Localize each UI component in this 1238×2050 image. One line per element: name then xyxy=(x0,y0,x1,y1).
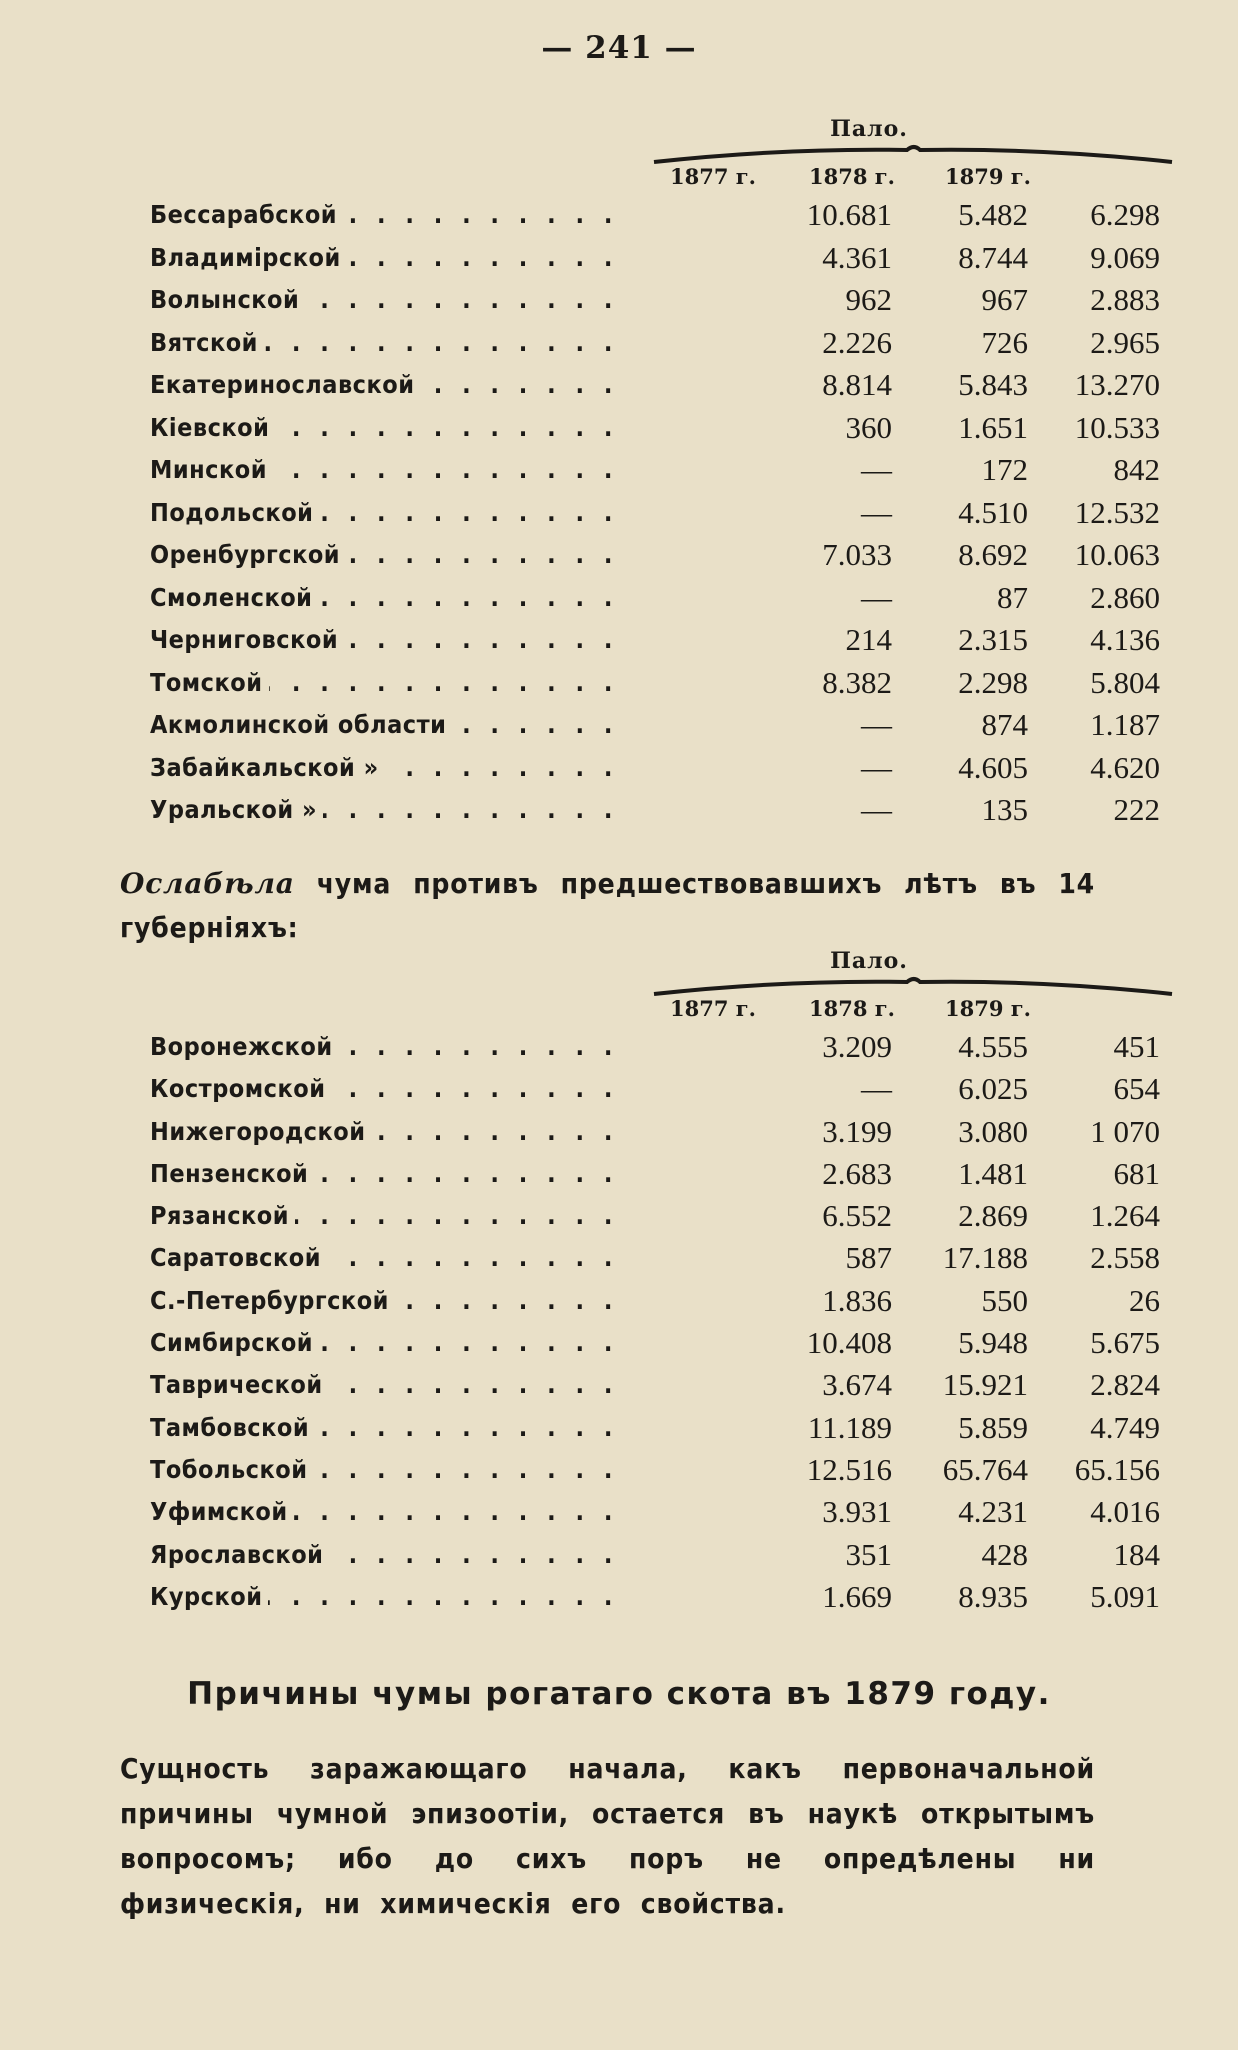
value-1877: 8.382 xyxy=(822,664,892,700)
value-1877: 2.683 xyxy=(822,1155,892,1191)
section-heading: Причины чумы рогатаго скота въ 1879 году. xyxy=(187,1676,1051,1712)
province-name: Воронежской . . . xyxy=(150,1026,620,1068)
table-row xyxy=(150,364,1160,407)
table-row xyxy=(150,1068,1160,1110)
value-1877: — xyxy=(861,494,892,530)
value-1877: 3.931 xyxy=(822,1494,892,1530)
plague-table-weakened xyxy=(150,948,1160,1618)
province-name: Оренбургской . . . xyxy=(150,534,620,577)
value-1878: 5.859 xyxy=(958,1409,1028,1445)
province-name: Костромской . . . xyxy=(150,1068,620,1110)
table-row xyxy=(150,1407,1160,1449)
value-1878: 3.080 xyxy=(958,1113,1028,1149)
province-name: Тобольской . . . xyxy=(150,1449,620,1491)
value-1879: 451 xyxy=(1113,1029,1160,1064)
value-1878: 17.188 xyxy=(942,1240,1028,1276)
table-row xyxy=(150,619,1160,662)
value-1878: 4.510 xyxy=(958,494,1028,530)
table-row xyxy=(150,1026,1160,1068)
emphasis-word: Ослабѣла xyxy=(120,867,295,900)
value-1878: 6.025 xyxy=(958,1071,1028,1107)
table-row xyxy=(150,1153,1160,1195)
year-header-1879: 1879 г. xyxy=(945,996,1031,1021)
province-name: Томской . . . xyxy=(150,662,620,705)
province-name: Кіевской . . . xyxy=(150,407,620,450)
year-headers xyxy=(150,996,1030,1022)
value-1879: 4.136 xyxy=(1090,622,1160,657)
column-group-label: Пало. xyxy=(830,116,908,142)
value-1877: 6.552 xyxy=(822,1198,892,1234)
table-row xyxy=(150,1111,1160,1153)
year-header-1878: 1878 г. xyxy=(809,996,895,1021)
value-1877: 4.361 xyxy=(822,239,892,275)
table-row xyxy=(150,1576,1160,1618)
table-row xyxy=(150,1237,1160,1279)
value-1877: 1.669 xyxy=(822,1578,892,1614)
value-1878: 874 xyxy=(981,707,1028,742)
brace-icon xyxy=(652,974,1174,998)
paragraph-text: чума противъ предшествовавшихъ лѣтъ въ 14 губерніяхъ: xyxy=(120,867,1095,944)
province-name: Забайкальской » . . . xyxy=(150,747,620,790)
value-1878: 2.315 xyxy=(958,622,1028,657)
province-name: Черниговской . . . xyxy=(150,619,620,662)
value-1877: 11.189 xyxy=(807,1409,892,1445)
value-1877: — xyxy=(861,452,892,487)
value-1878: 4.555 xyxy=(958,1029,1028,1064)
province-name: Ярославской . . . xyxy=(150,1534,620,1576)
value-1877: — xyxy=(861,792,892,827)
value-1878: 8.935 xyxy=(958,1578,1028,1614)
value-1877: 360 xyxy=(845,409,892,445)
table-row xyxy=(150,534,1160,577)
table-row xyxy=(150,237,1160,280)
value-1879: 10.533 xyxy=(1074,409,1160,445)
table-row xyxy=(150,662,1160,705)
value-1877: 8.814 xyxy=(822,367,892,402)
table-row xyxy=(150,322,1160,365)
value-1879: 10.063 xyxy=(1074,537,1160,572)
table-row xyxy=(150,1491,1160,1533)
value-1878: 1.481 xyxy=(958,1155,1028,1191)
value-1879: 5.091 xyxy=(1090,1578,1160,1614)
province-name: Вятской . . . xyxy=(150,322,620,365)
value-1878: 8.692 xyxy=(958,537,1028,572)
table-header xyxy=(150,948,1030,1026)
value-1878: 5.843 xyxy=(958,367,1028,402)
value-1877: 1.836 xyxy=(822,1282,892,1318)
year-headers xyxy=(150,164,1030,190)
value-1878: 5.948 xyxy=(958,1325,1028,1361)
value-1879: 1.264 xyxy=(1090,1198,1160,1234)
value-1877: 962 xyxy=(845,282,892,317)
table-header xyxy=(150,116,1030,194)
province-name: Тамбовской . . . xyxy=(150,1407,620,1449)
province-name: Симбирской . . . xyxy=(150,1322,620,1364)
value-1877: 10.408 xyxy=(806,1325,892,1361)
value-1877: 3.199 xyxy=(822,1113,892,1149)
province-name: Таврической . . . xyxy=(150,1364,620,1406)
table-row xyxy=(150,492,1160,535)
province-name: Пензенской . . . xyxy=(150,1153,620,1195)
table-row xyxy=(150,194,1160,237)
year-header-1877: 1877 г. xyxy=(670,164,756,189)
province-name: Бессарабской . . . xyxy=(150,194,620,237)
value-1879: 1.187 xyxy=(1090,707,1160,742)
value-1877: 3.674 xyxy=(822,1367,892,1403)
table-row xyxy=(150,1195,1160,1237)
province-name: Волынской . . . xyxy=(150,279,620,322)
year-header-1877: 1877 г. xyxy=(670,996,756,1021)
province-name: Минской . . . xyxy=(150,449,620,492)
value-1879: 2.965 xyxy=(1090,324,1160,360)
value-1879: 222 xyxy=(1113,792,1160,827)
year-header-1878: 1878 г. xyxy=(809,164,895,189)
province-name: Рязанской . . . xyxy=(150,1195,620,1237)
value-1878: 726 xyxy=(981,324,1028,360)
value-1879: 4.016 xyxy=(1090,1494,1160,1530)
value-1877: — xyxy=(861,749,892,785)
province-name: Уральской » . . . xyxy=(150,789,620,832)
province-name: Екатеринославской . . . xyxy=(150,364,620,407)
table-row xyxy=(150,789,1160,832)
value-1878: 4.231 xyxy=(958,1494,1028,1530)
table-row xyxy=(150,407,1160,450)
province-name: Саратовской . . . xyxy=(150,1237,620,1279)
value-1879: 5.804 xyxy=(1090,664,1160,700)
value-1877: — xyxy=(861,579,892,615)
value-1878: 87 xyxy=(997,579,1028,615)
value-1877: 351 xyxy=(845,1536,892,1572)
value-1878: 135 xyxy=(981,792,1028,827)
value-1877: 12.516 xyxy=(806,1451,892,1487)
province-name: С.-Петербургской . . . xyxy=(150,1280,620,1322)
table-row xyxy=(150,1534,1160,1576)
value-1879: 842 xyxy=(1113,452,1160,487)
value-1879: 2.883 xyxy=(1090,282,1160,317)
value-1879: 1 070 xyxy=(1090,1113,1160,1149)
value-1879: 9.069 xyxy=(1090,239,1160,275)
paragraph-weakened xyxy=(120,862,1095,950)
plague-table-increased xyxy=(150,116,1160,832)
value-1878: 4.605 xyxy=(958,749,1028,785)
table-row xyxy=(150,1280,1160,1322)
value-1877: 587 xyxy=(845,1240,892,1276)
value-1877: 10.681 xyxy=(806,197,892,232)
value-1879: 2.824 xyxy=(1090,1367,1160,1403)
value-1878: 15.921 xyxy=(942,1367,1028,1403)
value-1878: 550 xyxy=(981,1282,1028,1318)
value-1877: — xyxy=(861,1071,892,1107)
value-1877: — xyxy=(861,707,892,742)
table-row xyxy=(150,577,1160,620)
value-1879: 4.620 xyxy=(1090,749,1160,785)
value-1879: 2.558 xyxy=(1090,1240,1160,1276)
province-name: Подольской . . . xyxy=(150,492,620,535)
province-name: Уфимской . . . xyxy=(150,1491,620,1533)
province-name: Акмолинской области . . . xyxy=(150,704,620,747)
value-1878: 8.744 xyxy=(958,239,1028,275)
value-1879: 681 xyxy=(1113,1155,1160,1191)
value-1878: 1.651 xyxy=(958,409,1028,445)
value-1877: 214 xyxy=(845,622,892,657)
value-1879: 12.532 xyxy=(1074,494,1160,530)
table-row xyxy=(150,1322,1160,1364)
value-1879: 184 xyxy=(1113,1536,1160,1572)
column-group-label: Пало. xyxy=(830,948,908,974)
table-row xyxy=(150,1364,1160,1406)
value-1879: 26 xyxy=(1129,1282,1160,1318)
value-1879: 654 xyxy=(1113,1071,1160,1107)
value-1879: 6.298 xyxy=(1090,197,1160,232)
table-row xyxy=(150,704,1160,747)
value-1879: 5.675 xyxy=(1090,1325,1160,1361)
province-name: Нижегородской . . . xyxy=(150,1111,620,1153)
table-row xyxy=(150,747,1160,790)
brace-icon xyxy=(652,142,1174,166)
value-1878: 428 xyxy=(981,1536,1028,1572)
province-name: Владимірской . . . xyxy=(150,237,620,280)
value-1879: 2.860 xyxy=(1090,579,1160,615)
value-1879: 4.749 xyxy=(1090,1409,1160,1445)
value-1877: 3.209 xyxy=(822,1029,892,1064)
province-name: Курской . . . xyxy=(150,1576,620,1618)
value-1878: 967 xyxy=(981,282,1028,317)
table-row xyxy=(150,449,1160,492)
value-1878: 5.482 xyxy=(958,197,1028,232)
value-1878: 2.869 xyxy=(958,1198,1028,1234)
value-1878: 2.298 xyxy=(958,664,1028,700)
table-row xyxy=(150,1449,1160,1491)
value-1877: 2.226 xyxy=(822,324,892,360)
province-name: Смоленской . . . xyxy=(150,577,620,620)
value-1879: 13.270 xyxy=(1074,367,1160,402)
page-number: — 241 — xyxy=(541,30,697,66)
table-row xyxy=(150,279,1160,322)
paragraph-causes: Сущность заражающаго начала, какъ первоначальной причины чумной эпизоотіи, остается въ наукѣ открытымъ вопросомъ; ибо до сихъ поръ не опредѣлены ни физическія, ни химическія его свойства. xyxy=(120,1752,1095,1920)
value-1877: 7.033 xyxy=(822,537,892,572)
value-1878: 65.764 xyxy=(942,1451,1028,1487)
value-1878: 172 xyxy=(981,452,1028,487)
year-header-1879: 1879 г. xyxy=(945,164,1031,189)
value-1879: 65.156 xyxy=(1074,1451,1160,1487)
